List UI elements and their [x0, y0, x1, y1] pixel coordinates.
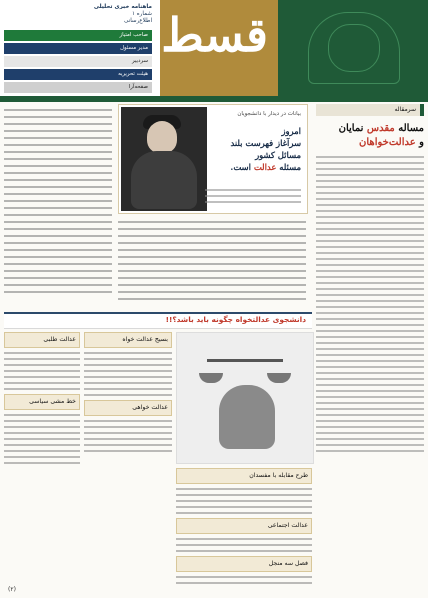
editorial-title-accent-2: عدالت‌خواهان: [359, 137, 416, 148]
text-line: [4, 158, 112, 160]
text-line: [316, 420, 424, 422]
text-line: [4, 462, 80, 464]
text-line: [316, 258, 424, 260]
feature-quote: [209, 125, 301, 173]
left-top-article: [4, 104, 112, 310]
text-line: [316, 282, 424, 284]
text-line: [316, 360, 424, 362]
quote-suffix: است.: [230, 162, 254, 172]
text-line: [316, 378, 424, 380]
text-line: [118, 228, 306, 230]
quote-line-1: امروز: [281, 126, 301, 136]
text-line: [4, 414, 80, 416]
text-line: [4, 277, 112, 279]
text-line: [316, 402, 424, 404]
credit-manager: مدیر مسئول: [4, 43, 152, 54]
text-line: [316, 300, 424, 302]
masthead: [0, 0, 428, 96]
text-line: [4, 193, 112, 195]
page-number: (۲): [8, 586, 16, 593]
credits: [4, 30, 152, 95]
text-line: [4, 263, 112, 265]
scale-pan-right: [267, 373, 291, 383]
text-line: [176, 488, 312, 490]
text-line: [316, 396, 424, 398]
text-line: [84, 438, 172, 440]
text-line: [4, 358, 80, 360]
text-line: [316, 330, 424, 332]
text-line: [316, 354, 424, 356]
text-line: [4, 186, 112, 188]
text-line: [84, 358, 172, 360]
text-line: [4, 432, 80, 434]
text-line: [118, 263, 306, 265]
text-line: [4, 179, 112, 181]
quote-prefix: مسئله: [276, 162, 301, 172]
text-line: [118, 270, 306, 272]
text-line: [84, 432, 172, 434]
text-line: [4, 291, 112, 293]
text-line: [4, 172, 112, 174]
text-line: [316, 252, 424, 254]
text-line: [4, 364, 80, 366]
text-line: [316, 192, 424, 194]
credit-owner: صاحب امتیاز: [4, 30, 152, 41]
text-line: [316, 276, 424, 278]
text-line: [316, 294, 424, 296]
text-line: [316, 450, 424, 452]
text-line: [4, 376, 80, 378]
text-line: [316, 162, 424, 164]
text-line: [4, 249, 112, 251]
callout-box: خط مشی سیاسی: [4, 394, 80, 410]
leader-quote-feature: [118, 104, 308, 214]
feature-kicker: بیانات در دیدار با دانشجویان: [237, 111, 301, 117]
text-line: [316, 438, 424, 440]
text-line: [4, 207, 112, 209]
text-line: [316, 390, 424, 392]
text-line: [4, 242, 112, 244]
text-line: [316, 270, 424, 272]
left-bottom-column: [4, 332, 80, 594]
text-line: [4, 144, 112, 146]
text-line: [316, 348, 424, 350]
robe-shape: [131, 151, 197, 209]
text-line: [84, 364, 172, 366]
bottom-right-column: [176, 468, 312, 594]
text-line: [4, 109, 112, 111]
text-line: [316, 408, 424, 410]
text-line: [316, 372, 424, 374]
text-line: [316, 426, 424, 428]
text-line: [316, 228, 424, 230]
callout-box: عدالت طلبی: [4, 332, 80, 348]
editorial-title-accent-1: مقدس: [366, 123, 395, 134]
text-line: [4, 151, 112, 153]
text-line: [4, 444, 80, 446]
text-line: [84, 388, 172, 390]
text-line: [118, 291, 306, 293]
text-line: [316, 204, 424, 206]
text-line: [316, 168, 424, 170]
text-line: [4, 438, 80, 440]
text-line: [4, 426, 80, 428]
text-line: [4, 284, 112, 286]
text-line: [84, 444, 172, 446]
text-line: [316, 198, 424, 200]
text-line: [316, 432, 424, 434]
text-line: [316, 174, 424, 176]
text-line: [84, 370, 172, 372]
text-line: [176, 582, 312, 584]
scale-beam: [207, 359, 283, 362]
text-line: [316, 240, 424, 242]
text-line: [205, 189, 301, 191]
text-line: [176, 512, 312, 514]
scales-of-justice-image: [176, 332, 314, 464]
text-line: [4, 228, 112, 230]
text-line: [4, 130, 112, 132]
text-line: [4, 256, 112, 258]
text-line: [316, 180, 424, 182]
text-line: [4, 450, 80, 452]
text-line: [176, 500, 312, 502]
callout-box: فصل سه منجل: [176, 556, 312, 572]
calligraphy-panel: [278, 0, 428, 96]
text-line: [316, 156, 424, 158]
text-line: [176, 538, 312, 540]
text-line: [316, 264, 424, 266]
text-line: [316, 246, 424, 248]
publication-info: [4, 4, 152, 25]
text-line: [316, 384, 424, 386]
text-line: [176, 550, 312, 552]
text-line: [4, 382, 80, 384]
text-line: [118, 284, 306, 286]
info-line-2: شماره ۱: [131, 11, 152, 17]
middle-bottom-column: [84, 332, 172, 594]
text-line: [316, 210, 424, 212]
quote-line-4: [209, 161, 301, 173]
text-line: [84, 450, 172, 452]
text-line: [316, 288, 424, 290]
text-line: [118, 242, 306, 244]
text-line: [316, 342, 424, 344]
text-line: [316, 234, 424, 236]
credit-designer: صفحه‌آرا: [4, 82, 152, 93]
text-line: [4, 370, 80, 372]
text-line: [316, 366, 424, 368]
callout-box: طرح مقابله با مفسدان: [176, 468, 312, 484]
text-line: [84, 352, 172, 354]
text-line: [176, 576, 312, 578]
credit-board: هیئت تحریریه: [4, 69, 152, 80]
section-label: سرمقاله: [316, 104, 424, 116]
text-line: [4, 456, 80, 458]
text-line: [4, 214, 112, 216]
text-line: [4, 352, 80, 354]
text-line: [4, 420, 80, 422]
text-line: [316, 414, 424, 416]
text-line: [84, 382, 172, 384]
text-line: [4, 221, 112, 223]
text-line: [4, 165, 112, 167]
hand-shape: [219, 385, 275, 449]
text-line: [4, 235, 112, 237]
text-line: [316, 222, 424, 224]
text-line: [316, 324, 424, 326]
text-line: [176, 544, 312, 546]
text-line: [118, 277, 306, 279]
text-line: [84, 420, 172, 422]
logo-text: قسط: [161, 8, 268, 62]
text-line: [316, 306, 424, 308]
text-line: [118, 249, 306, 251]
text-line: [176, 506, 312, 508]
headline-text: دانشجوی عدالتخواه چگونه باید باشد؟!!: [165, 315, 306, 324]
info-line-3: اطلاع‌رسانی: [124, 18, 152, 24]
text-line: [118, 221, 306, 223]
feature-description: [205, 185, 301, 207]
text-line: [84, 394, 172, 396]
quote-line-3: مسائل کشور: [255, 150, 301, 160]
text-line: [316, 336, 424, 338]
info-line-1: ماهنامه خبری تحلیلی: [93, 4, 152, 10]
middle-article-text: [118, 216, 306, 308]
scale-pan-left: [199, 373, 223, 383]
editorial-title: [316, 122, 424, 150]
text-line: [4, 123, 112, 125]
headline-strip: [4, 312, 312, 329]
text-line: [316, 444, 424, 446]
quote-accent: عدالت: [253, 162, 277, 172]
text-line: [118, 256, 306, 258]
text-line: [4, 200, 112, 202]
text-line: [84, 426, 172, 428]
text-line: [316, 318, 424, 320]
text-line: [118, 298, 306, 300]
calligraphy-ornament-inner: [328, 24, 380, 72]
text-line: [176, 494, 312, 496]
callout-box: عدالت خواهی: [84, 400, 172, 416]
text-line: [4, 270, 112, 272]
text-line: [4, 137, 112, 139]
text-line: [118, 235, 306, 237]
editorial-body: [316, 156, 424, 452]
text-line: [205, 201, 301, 203]
masthead-rule: [0, 96, 428, 102]
callout-box: بسیج عدالت خواه: [84, 332, 172, 348]
callout-box: عدالت اجتماعی: [176, 518, 312, 534]
quote-line-2: سرآغاز فهرست بلند: [230, 138, 301, 148]
leader-photo: [121, 107, 207, 211]
text-line: [4, 388, 80, 390]
editorial-title-part-1: مساله: [394, 123, 424, 134]
text-line: [84, 376, 172, 378]
editorial-title-part-2: نمایان: [338, 123, 367, 134]
text-line: [205, 195, 301, 197]
text-line: [316, 216, 424, 218]
text-line: [316, 186, 424, 188]
text-line: [4, 116, 112, 118]
face-shape: [147, 121, 177, 153]
credit-editor: سردبیر: [4, 56, 152, 67]
editorial-title-part-3: و: [415, 137, 424, 148]
text-line: [316, 312, 424, 314]
editorial-column: [316, 104, 424, 594]
